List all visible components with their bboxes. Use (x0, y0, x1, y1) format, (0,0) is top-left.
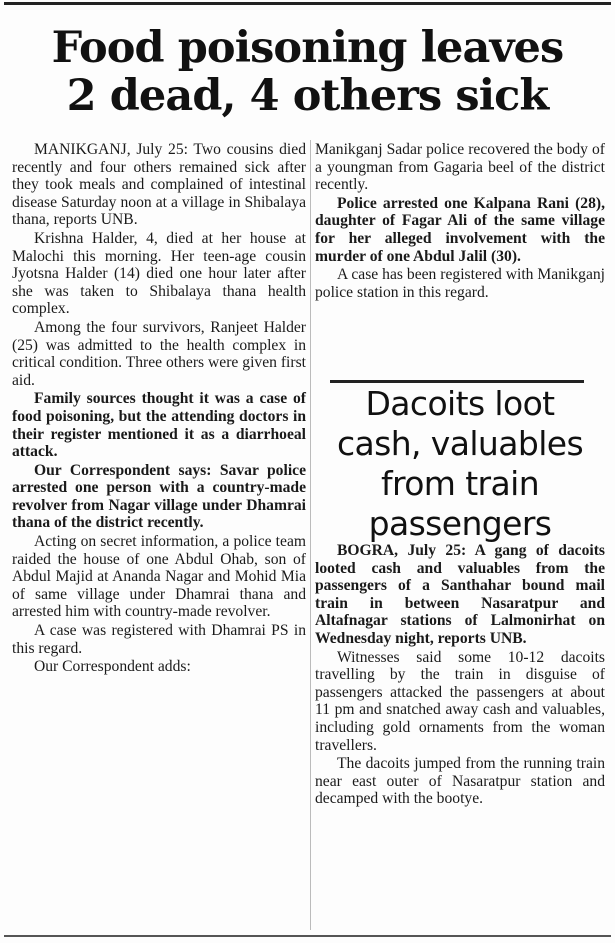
headline-line-1: Food poisoning leaves (51, 23, 564, 73)
headline2-line-4: passengers (368, 504, 552, 543)
headline-line-2: 2 dead, 4 others sick (66, 71, 549, 121)
story1-paragraph: Our Correspondent adds: (34, 658, 191, 676)
story2-column (315, 542, 605, 809)
story1-paragraph: Manikganj Sadar police recovered the body of a youngman from Gagaria beel of the district recently. (315, 141, 605, 194)
story2-paragraph: BOGRA, July 25: A gang of dacoits looted cash and valuables from the passengers of a Santhahar bound mail train in between Nasaratpur and Altafnagar stations of Lalmonirhat on Wednesday night, reports UNB. (315, 542, 605, 647)
story1-paragraph: Family sources thought it was a case of food poisoning, but the attending doctors in their register mentioned it as a diarrhoeal attack. (12, 390, 306, 461)
story1-paragraph: Krishna Halder, 4, died at her house at Malochi this morning. Her teen-age cousin Jyotsna Halder (14) died one hour later after she was taken to Shibalaya thana health complex. (12, 229, 306, 318)
headline-food-poisoning (10, 24, 605, 120)
story1-left-column (12, 141, 306, 677)
headline-dacoits-loot (318, 384, 602, 544)
story1-paragraph: MANIKGANJ, July 25: Two cousins died recently and four others remained sick after they took meals and complained of intestinal disease Saturday noon at a village in Shibalaya thana, reports UNB. (12, 141, 306, 229)
bottom-rule (4, 935, 611, 937)
story-separator-rule (330, 380, 584, 383)
headline2-line-3: from train (380, 464, 540, 503)
headline2-line-1: Dacoits loot (365, 384, 555, 423)
story1-paragraph: Our Correspondent says: Savar police arrested one person with a country-made revolver from Nagar village under Dhamrai thana of the district recently. (12, 461, 306, 532)
story1-paragraph: Among the four survivors, Ranjeet Halder (25) was admitted to the health complex in critical condition. Three others were given first aid. (12, 318, 306, 389)
headline2-line-2: cash, valuables (336, 424, 584, 463)
story1-paragraph: Police arrested one Kalpana Rani (28), daughter of Fagar Ali of the same village for her alleged involvement with the murder of one Abdul Jalil (30). (315, 194, 605, 265)
story2-paragraph: Witnesses said some 10-12 dacoits travelling by the train in disguise of passengers attacked the passengers at about 11 pm and snatched away cash and valuables, including gold ornaments from the woman travellers. (315, 648, 605, 754)
column-divider (310, 140, 311, 930)
story1-paragraph: Acting on secret information, a police team raided the house of one Abdul Ohab, son of Abdul Majid at Ananda Nagar and Mohid Mia of same village under Dhamrai thana and arrested him with country-made revolver. (12, 533, 306, 621)
story1-paragraph: A case has been registered with Manikganj police station in this regard. (315, 266, 605, 301)
story1-paragraph: A case was registered with Dhamrai PS in this regard. (12, 622, 306, 657)
story2-paragraph: The dacoits jumped from the running train near east outer of Nasaratpur station and decamped with the bootye. (315, 755, 605, 808)
story1-right-column (315, 141, 605, 302)
top-rule (4, 2, 611, 5)
